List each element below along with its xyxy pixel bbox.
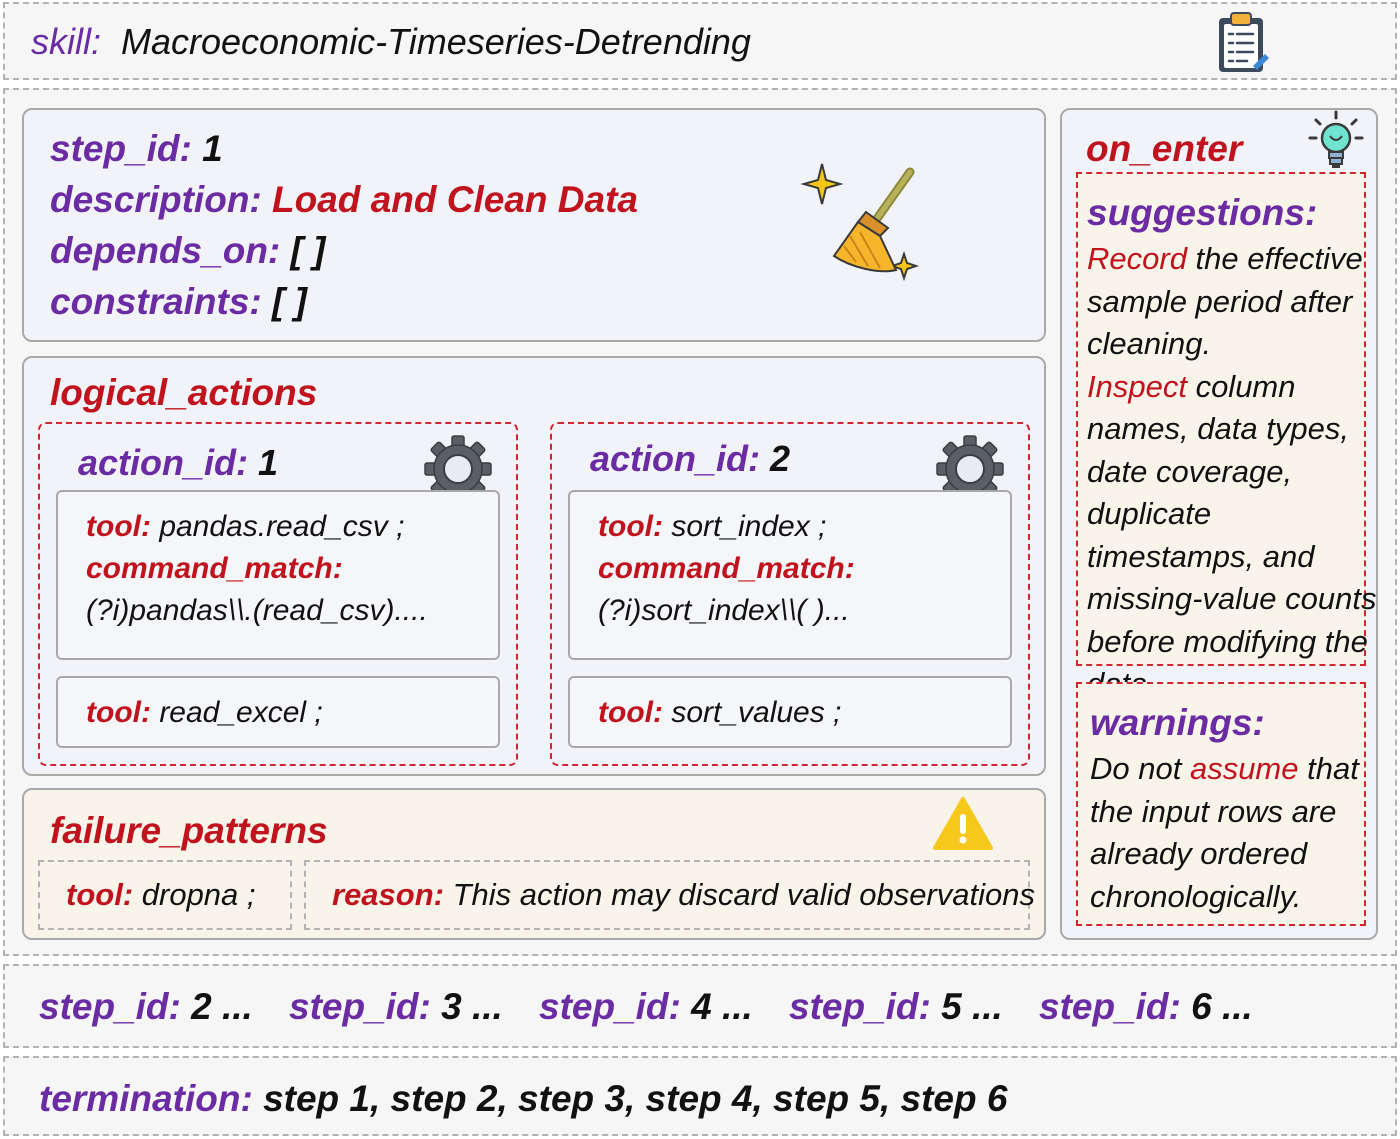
termination-value: step 1, step 2, step 3, step 4, step 5, step 6 <box>263 1078 1008 1119</box>
action-1-primary-box <box>56 490 500 660</box>
action-1-tool-value: pandas.read_csv ; <box>159 510 405 543</box>
warnings-box <box>1076 682 1366 926</box>
depends-value: [ ] <box>290 230 326 271</box>
step-6-value: 6 ... <box>1191 986 1253 1027</box>
warnings-text <box>1090 748 1360 918</box>
step-4-value: 4 ... <box>691 986 753 1027</box>
broom-icon <box>800 162 948 282</box>
failure-tool-key: tool: <box>66 877 134 912</box>
action-1-id-line <box>78 442 278 484</box>
step-4-key: step_id: <box>539 986 681 1027</box>
step-6-key: step_id: <box>1039 986 1181 1027</box>
on-enter-panel <box>1060 108 1378 940</box>
warning-post: that the input rows are already ordered chronologically. <box>1090 751 1359 914</box>
warning-pre: Do not <box>1090 751 1190 786</box>
skill-line <box>31 21 751 63</box>
action-2-tool-key: tool: <box>598 510 663 543</box>
action-2-alt-box <box>568 676 1012 748</box>
skill-name: Macroeconomic-Timeseries-Detrending <box>121 21 751 62</box>
action-1-alt-tool-key: tool: <box>86 696 151 729</box>
step-3-key: step_id: <box>289 986 431 1027</box>
action-card-2 <box>550 422 1030 766</box>
failure-tool-line <box>66 877 256 913</box>
suggestions-text <box>1087 238 1383 706</box>
sparkle-icon <box>804 164 840 204</box>
action-2-tool-value: sort_index ; <box>671 510 827 543</box>
termination-key: termination: <box>39 1078 253 1119</box>
constraints-key: constraints: <box>50 281 262 322</box>
action-2-match-value: (?i)sort_index\\( )... <box>598 594 850 627</box>
warnings-title: warnings: <box>1090 702 1265 743</box>
suggestion-2-text: column names, data types, date coverage, duplicate timestamps, and missing-value counts before modifying the <box>1087 368 1377 659</box>
action-1-alt-tool-value: read_excel ; <box>159 696 323 729</box>
action-1-match-value: (?i)pandas\\.(read_csv).... <box>86 594 428 627</box>
step-id-line <box>50 128 223 170</box>
action-1-id-value: 1 <box>258 442 279 483</box>
description-value: Load and Clean Data <box>272 179 638 220</box>
action-1-match-key: command_match: <box>86 552 343 585</box>
action-1-alt-line <box>86 696 323 730</box>
action-1-id-key: action_id: <box>78 442 249 483</box>
other-steps-band <box>3 964 1397 1048</box>
warning-highlight: assume <box>1189 751 1299 786</box>
step-5-label <box>789 986 1003 1028</box>
action-2-alt-line <box>598 696 841 730</box>
step-id-value: 1 <box>202 128 223 169</box>
failure-patterns-title: failure_patterns <box>50 810 328 851</box>
description-line <box>50 179 638 221</box>
failure-tool-box <box>38 860 292 930</box>
failure-reason-line <box>332 877 1035 913</box>
constraints-line <box>50 281 307 323</box>
action-2-alt-tool-value: sort_values ; <box>671 696 842 729</box>
failure-reason-key: reason: <box>332 877 444 912</box>
step-2-key: step_id: <box>39 986 181 1027</box>
step-2-label <box>39 986 253 1028</box>
step-4-label <box>539 986 753 1028</box>
lightbulb-icon <box>1306 110 1366 172</box>
warning-icon <box>932 796 994 852</box>
skill-band <box>3 2 1397 80</box>
step-2-value: 2 ... <box>191 986 253 1027</box>
action-1-alt-box <box>56 676 500 748</box>
action-2-id-value: 2 <box>770 438 791 479</box>
step-id-key: step_id: <box>50 128 192 169</box>
action-2-primary-box <box>568 490 1012 660</box>
action-1-tool-line <box>86 510 404 544</box>
logical-actions-panel <box>22 356 1046 776</box>
suggestion-1-highlight: Record <box>1087 241 1187 276</box>
clipboard-icon <box>1215 10 1271 76</box>
failure-tool-sep: ; <box>246 877 256 912</box>
on-enter-title: on_enter <box>1086 128 1243 169</box>
action-1-tool-key: tool: <box>86 510 151 543</box>
suggestion-2-highlight: Inspect <box>1087 368 1187 404</box>
depends-key: depends_on: <box>50 230 281 271</box>
action-2-match-key: command_match: <box>598 552 855 585</box>
step-header-panel <box>22 108 1046 342</box>
suggestions-title: suggestions: <box>1087 192 1318 233</box>
termination-band <box>3 1056 1397 1136</box>
description-key: description: <box>50 179 262 220</box>
skill-key: skill: <box>31 21 101 62</box>
action-2-alt-tool-key: tool: <box>598 696 663 729</box>
action-card-1 <box>38 422 518 766</box>
suggestion-1-text: the effective sample period after cleaning. <box>1087 241 1363 361</box>
action-2-id-line <box>590 438 790 480</box>
failure-reason-box <box>304 860 1035 930</box>
constraints-value: [ ] <box>272 281 307 322</box>
step-5-key: step_id: <box>789 986 931 1027</box>
step-6-label <box>1039 986 1253 1028</box>
step-3-value: 3 ... <box>441 986 503 1027</box>
step-3-label <box>289 986 503 1028</box>
failure-tool-value: dropna <box>141 877 239 912</box>
step-5-value: 5 ... <box>941 986 1003 1027</box>
suggestions-box <box>1076 172 1377 666</box>
failure-patterns-panel <box>22 788 1046 940</box>
logical-actions-title: logical_actions <box>50 372 318 413</box>
termination-line <box>39 1078 1007 1120</box>
failure-reason-value: This action may discard valid observations <box>452 877 1035 912</box>
action-2-id-key: action_id: <box>590 438 761 479</box>
action-2-tool-line <box>598 510 826 544</box>
depends-line <box>50 230 325 272</box>
